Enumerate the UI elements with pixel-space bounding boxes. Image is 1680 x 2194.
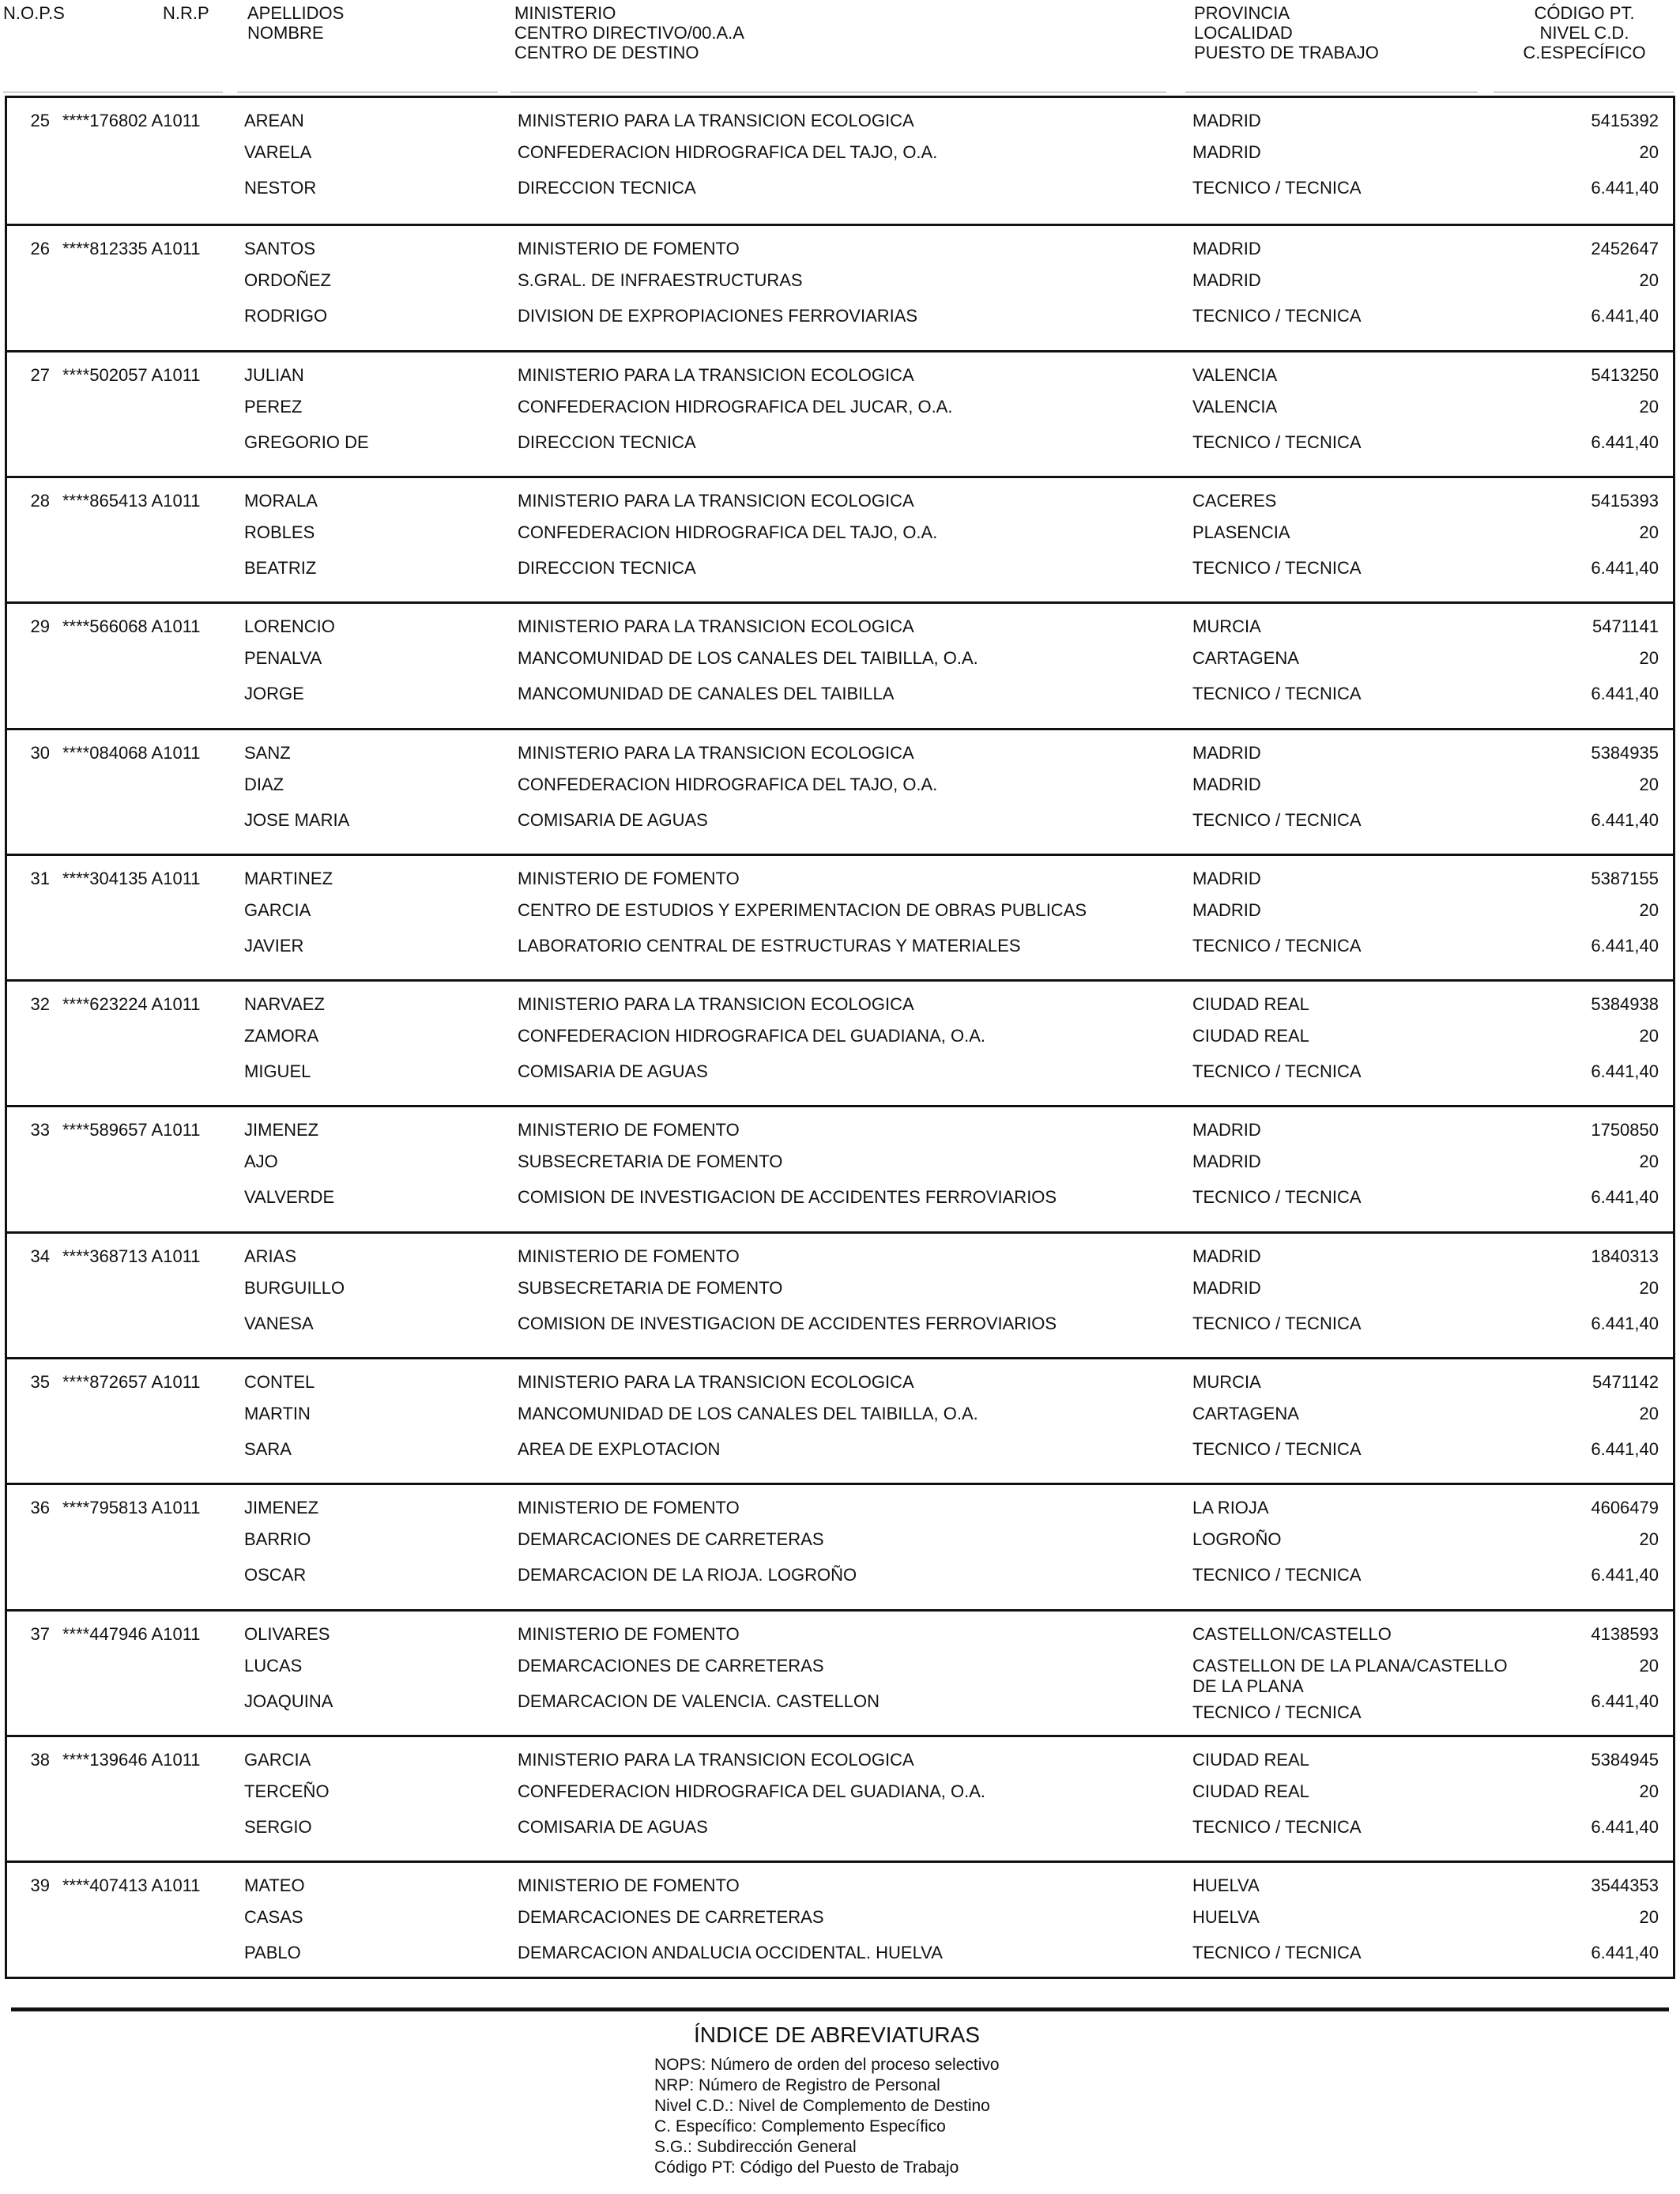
record-centro-directivo: MANCOMUNIDAD DE LOS CANALES DEL TAIBILLA, O.A. <box>518 648 978 668</box>
record-puesto: TECNICO / TECNICA <box>1192 1817 1362 1837</box>
record-complemento-especifico: 6.441,40 <box>1591 1061 1659 1081</box>
record-nivel-cd: 20 <box>1639 648 1659 668</box>
record-apellido-1: MARTINEZ <box>244 869 333 888</box>
record-ministerio: MINISTERIO PARA LA TRANSICION ECOLOGICA <box>518 994 914 1014</box>
record-provincia: CASTELLON/CASTELLO <box>1192 1624 1392 1644</box>
abbreviations-title: ÍNDICE DE ABREVIATURAS <box>694 2022 981 2047</box>
record-ministerio: MINISTERIO PARA LA TRANSICION ECOLOGICA <box>518 1750 914 1770</box>
record-puesto: TECNICO / TECNICA <box>1192 306 1362 326</box>
record-puesto: TECNICO / TECNICA <box>1192 432 1362 452</box>
record-nrp: ****407413 A1011 <box>62 1875 201 1895</box>
record-apellido-2: ZAMORA <box>244 1026 319 1046</box>
record-apellido-2: ORDOÑEZ <box>244 270 331 290</box>
record-nivel-cd: 20 <box>1639 1529 1659 1549</box>
record-nrp: ****447946 A1011 <box>62 1624 201 1644</box>
record-apellido-2: LUCAS <box>244 1656 303 1676</box>
record-centro-destino: DEMARCACION DE VALENCIA. CASTELLON <box>518 1691 880 1711</box>
record-centro-destino: DIRECCION TECNICA <box>518 432 696 452</box>
record-block <box>7 98 1673 224</box>
record-nrp: ****139646 A1011 <box>62 1750 201 1770</box>
record-localidad: MADRID <box>1192 1278 1261 1298</box>
header-line: APELLIDOS <box>247 3 345 23</box>
header-codigo <box>1505 3 1663 62</box>
record-centro-directivo: S.GRAL. DE INFRAESTRUCTURAS <box>518 270 803 290</box>
record-puesto: TECNICO / TECNICA <box>1192 558 1362 578</box>
record-localidad: MADRID <box>1192 142 1261 162</box>
record-complemento-especifico: 6.441,40 <box>1591 1817 1659 1837</box>
record-nops: 25 <box>30 111 50 130</box>
record-provincia: MURCIA <box>1192 1372 1261 1392</box>
record-apellido-2: CASAS <box>244 1907 303 1927</box>
record-localidad: CARTAGENA <box>1192 1404 1299 1423</box>
record-nops: 36 <box>30 1498 50 1517</box>
record-nivel-cd: 20 <box>1639 1026 1659 1046</box>
record-nombre: BEATRIZ <box>244 558 317 578</box>
record-apellido-2: GARCIA <box>244 900 311 920</box>
record-apellido-1: JIMENEZ <box>244 1120 319 1140</box>
header-line: N.R.P <box>163 3 209 23</box>
record-nivel-cd: 20 <box>1639 1278 1659 1298</box>
record-codigo-pt: 5384935 <box>1591 743 1659 763</box>
record-nops: 31 <box>30 869 50 888</box>
record-complemento-especifico: 6.441,40 <box>1591 1439 1659 1459</box>
record-block <box>7 601 1673 729</box>
record-nombre: JAVIER <box>244 936 304 956</box>
record-nivel-cd: 20 <box>1639 900 1659 920</box>
record-nivel-cd: 20 <box>1639 1781 1659 1801</box>
abbreviation-item: NOPS: Número de orden del proceso selectivo <box>654 2056 1000 2074</box>
record-localidad: PLASENCIA <box>1192 522 1290 542</box>
header-line: LOCALIDAD <box>1194 23 1293 43</box>
record-provincia: CIUDAD REAL <box>1192 1750 1309 1770</box>
record-block <box>7 1231 1673 1359</box>
record-codigo-pt: 3544353 <box>1591 1875 1659 1895</box>
record-localidad: MADRID <box>1192 775 1261 794</box>
header-line: CENTRO DIRECTIVO/00.A.A <box>514 23 744 43</box>
record-localidad: MADRID <box>1192 270 1261 290</box>
record-centro-directivo: DEMARCACIONES DE CARRETERAS <box>518 1529 824 1549</box>
record-apellido-2: VARELA <box>244 142 312 162</box>
record-ministerio: MINISTERIO DE FOMENTO <box>518 869 740 888</box>
record-centro-directivo: CONFEDERACION HIDROGRAFICA DEL TAJO, O.A. <box>518 142 938 162</box>
records-table <box>5 96 1675 1979</box>
record-provincia: LA RIOJA <box>1192 1498 1269 1517</box>
record-block <box>7 979 1673 1107</box>
record-puesto: TECNICO / TECNICA <box>1192 178 1362 198</box>
record-nops: 29 <box>30 616 50 636</box>
footer-rule <box>11 2007 1669 2011</box>
record-nrp: ****795813 A1011 <box>62 1498 201 1517</box>
record-localidad: CASTELLON DE LA PLANA/CASTELLO DE LA PLANA <box>1192 1656 1508 1696</box>
record-nombre: PABLO <box>244 1943 301 1962</box>
record-apellido-2: PEREZ <box>244 397 303 417</box>
record-ministerio: MINISTERIO DE FOMENTO <box>518 1875 740 1895</box>
record-block <box>7 728 1673 856</box>
record-centro-directivo: CONFEDERACION HIDROGRAFICA DEL JUCAR, O.A. <box>518 397 953 417</box>
record-ministerio: MINISTERIO PARA LA TRANSICION ECOLOGICA <box>518 743 914 763</box>
record-nivel-cd: 20 <box>1639 1656 1659 1676</box>
record-block <box>7 476 1673 604</box>
record-codigo-pt: 5387155 <box>1591 869 1659 888</box>
record-nops: 35 <box>30 1372 50 1392</box>
record-nrp: ****623224 A1011 <box>62 994 201 1014</box>
abbreviations-list <box>654 2055 1000 2178</box>
record-codigo-pt: 5413250 <box>1591 365 1659 385</box>
record-codigo-pt: 5415393 <box>1591 491 1659 511</box>
record-nivel-cd: 20 <box>1639 397 1659 417</box>
record-centro-directivo: CONFEDERACION HIDROGRAFICA DEL TAJO, O.A. <box>518 522 938 542</box>
record-nops: 30 <box>30 743 50 763</box>
record-localidad: CIUDAD REAL <box>1192 1781 1309 1801</box>
record-codigo-pt: 5471141 <box>1591 616 1659 636</box>
record-puesto: TECNICO / TECNICA <box>1192 1061 1362 1081</box>
record-codigo-pt: 5471142 <box>1591 1372 1659 1392</box>
header-line: PROVINCIA <box>1194 3 1290 23</box>
record-apellido-1: SANZ <box>244 743 291 763</box>
record-complemento-especifico: 6.441,40 <box>1591 1187 1659 1207</box>
record-ministerio: MINISTERIO PARA LA TRANSICION ECOLOGICA <box>518 365 914 385</box>
record-centro-directivo: DEMARCACIONES DE CARRETERAS <box>518 1656 824 1676</box>
record-nivel-cd: 20 <box>1639 1152 1659 1171</box>
record-apellido-2: PENALVA <box>244 648 322 668</box>
record-codigo-pt: 1750850 <box>1591 1120 1659 1140</box>
record-block <box>7 1609 1673 1737</box>
record-nops: 32 <box>30 994 50 1014</box>
record-complemento-especifico: 6.441,40 <box>1591 432 1659 452</box>
record-nombre: JOAQUINA <box>244 1691 333 1711</box>
record-nivel-cd: 20 <box>1639 1907 1659 1927</box>
record-ministerio: MINISTERIO DE FOMENTO <box>518 1624 740 1644</box>
record-ministerio: MINISTERIO DE FOMENTO <box>518 239 740 258</box>
record-nrp: ****865413 A1011 <box>62 491 201 511</box>
record-centro-destino: COMISARIA DE AGUAS <box>518 1817 708 1837</box>
record-provincia: MADRID <box>1192 1246 1261 1266</box>
record-provincia: HUELVA <box>1192 1875 1260 1895</box>
record-nrp: ****812335 A1011 <box>62 239 201 258</box>
record-block <box>7 1735 1673 1863</box>
record-puesto: TECNICO / TECNICA <box>1192 1314 1362 1333</box>
record-nivel-cd: 20 <box>1639 1404 1659 1423</box>
header-line: MINISTERIO <box>514 3 616 23</box>
record-complemento-especifico: 6.441,40 <box>1591 178 1659 198</box>
record-centro-directivo: SUBSECRETARIA DE FOMENTO <box>518 1278 783 1298</box>
record-apellido-2: BARRIO <box>244 1529 311 1549</box>
record-nivel-cd: 20 <box>1639 270 1659 290</box>
record-apellido-1: JULIAN <box>244 365 304 385</box>
record-block <box>7 1860 1673 1989</box>
record-centro-destino: DIRECCION TECNICA <box>518 558 696 578</box>
record-nombre: RODRIGO <box>244 306 328 326</box>
record-nops: 28 <box>30 491 50 511</box>
abbreviation-item: Código PT: Código del Puesto de Trabajo <box>654 2158 959 2177</box>
record-nivel-cd: 20 <box>1639 142 1659 162</box>
record-codigo-pt: 4138593 <box>1591 1624 1659 1644</box>
record-apellido-1: LORENCIO <box>244 616 335 636</box>
record-apellido-2: DIAZ <box>244 775 284 794</box>
record-block <box>7 224 1673 352</box>
record-puesto: TECNICO / TECNICA <box>1192 1439 1362 1459</box>
header-line: CENTRO DE DESTINO <box>514 43 699 62</box>
record-apellido-1: GARCIA <box>244 1750 311 1770</box>
record-puesto: TECNICO / TECNICA <box>1192 810 1362 830</box>
record-centro-directivo: CONFEDERACION HIDROGRAFICA DEL TAJO, O.A. <box>518 775 938 794</box>
record-ministerio: MINISTERIO PARA LA TRANSICION ECOLOGICA <box>518 616 914 636</box>
record-centro-destino: AREA DE EXPLOTACION <box>518 1439 721 1459</box>
record-apellido-1: NARVAEZ <box>244 994 325 1014</box>
header-line: PUESTO DE TRABAJO <box>1194 43 1379 62</box>
record-ministerio: MINISTERIO PARA LA TRANSICION ECOLOGICA <box>518 111 914 130</box>
record-complemento-especifico: 6.441,40 <box>1591 558 1659 578</box>
record-apellido-1: ARIAS <box>244 1246 297 1266</box>
record-nrp: ****084068 A1011 <box>62 743 201 763</box>
record-localidad: VALENCIA <box>1192 397 1278 417</box>
record-apellido-2: ROBLES <box>244 522 315 542</box>
record-centro-destino: LABORATORIO CENTRAL DE ESTRUCTURAS Y MATERIALES <box>518 936 1021 956</box>
record-block <box>7 1483 1673 1611</box>
record-centro-destino: MANCOMUNIDAD DE CANALES DEL TAIBILLA <box>518 684 895 703</box>
record-puesto: TECNICO / TECNICA <box>1192 1565 1362 1585</box>
record-apellido-1: AREAN <box>244 111 304 130</box>
record-centro-destino: COMISARIA DE AGUAS <box>518 810 708 830</box>
header-line: NOMBRE <box>247 23 324 43</box>
header-apellidos-nombre <box>247 3 344 43</box>
record-centro-destino: COMISION DE INVESTIGACION DE ACCIDENTES FERROVIARIOS <box>518 1314 1057 1333</box>
record-nrp: ****502057 A1011 <box>62 365 201 385</box>
record-block <box>7 350 1673 478</box>
record-nrp: ****176802 A1011 <box>62 111 201 130</box>
record-nops: 38 <box>30 1750 50 1770</box>
record-apellido-1: MATEO <box>244 1875 305 1895</box>
record-nombre: SARA <box>244 1439 292 1459</box>
record-block <box>7 1105 1673 1233</box>
record-puesto: TECNICO / TECNICA <box>1192 684 1362 703</box>
abbreviation-item: NRP: Número de Registro de Personal <box>654 2076 940 2094</box>
abbreviation-item: C. Específico: Complemento Específico <box>654 2117 946 2136</box>
record-centro-destino: COMISION DE INVESTIGACION DE ACCIDENTES FERROVIARIOS <box>518 1187 1057 1207</box>
record-complemento-especifico: 6.441,40 <box>1591 1565 1659 1585</box>
record-provincia: CACERES <box>1192 491 1277 511</box>
record-apellido-1: SANTOS <box>244 239 316 258</box>
record-nombre: OSCAR <box>244 1565 307 1585</box>
record-puesto: TECNICO / TECNICA <box>1192 1943 1362 1962</box>
record-nops: 33 <box>30 1120 50 1140</box>
record-nivel-cd: 20 <box>1639 522 1659 542</box>
record-provincia: MADRID <box>1192 869 1261 888</box>
record-ministerio: MINISTERIO PARA LA TRANSICION ECOLOGICA <box>518 1372 914 1392</box>
header-line: C.ESPECÍFICO <box>1523 43 1646 62</box>
record-nops: 27 <box>30 365 50 385</box>
record-nrp: ****566068 A1011 <box>62 616 201 636</box>
record-localidad: MADRID <box>1192 900 1261 920</box>
record-complemento-especifico: 6.441,40 <box>1591 306 1659 326</box>
record-provincia: CIUDAD REAL <box>1192 994 1309 1014</box>
record-nombre: JORGE <box>244 684 304 703</box>
record-apellido-1: MORALA <box>244 491 318 511</box>
header-nrp <box>163 3 209 23</box>
record-codigo-pt: 5384945 <box>1591 1750 1659 1770</box>
record-centro-destino: COMISARIA DE AGUAS <box>518 1061 708 1081</box>
record-centro-directivo: CONFEDERACION HIDROGRAFICA DEL GUADIANA, O.A. <box>518 1026 986 1046</box>
record-localidad: MADRID <box>1192 1152 1261 1171</box>
record-codigo-pt: 5415392 <box>1591 111 1659 130</box>
record-nombre: MIGUEL <box>244 1061 311 1081</box>
record-ministerio: MINISTERIO PARA LA TRANSICION ECOLOGICA <box>518 491 914 511</box>
record-complemento-especifico: 6.441,40 <box>1591 936 1659 956</box>
record-nrp: ****304135 A1011 <box>62 869 201 888</box>
record-codigo-pt: 4606479 <box>1591 1498 1659 1517</box>
header-line: NIVEL C.D. <box>1539 23 1629 43</box>
record-codigo-pt: 5384938 <box>1591 994 1659 1014</box>
record-nombre: GREGORIO DE <box>244 432 369 452</box>
record-localidad: LOGROÑO <box>1192 1529 1282 1549</box>
record-complemento-especifico: 6.441,40 <box>1591 684 1659 703</box>
record-complemento-especifico: 6.441,40 <box>1591 1943 1659 1962</box>
record-provincia: MURCIA <box>1192 616 1261 636</box>
record-apellido-1: JIMENEZ <box>244 1498 319 1517</box>
record-nombre: SERGIO <box>244 1817 312 1837</box>
record-ministerio: MINISTERIO DE FOMENTO <box>518 1120 740 1140</box>
record-complemento-especifico: 6.441,40 <box>1591 810 1659 830</box>
abbreviation-item: Nivel C.D.: Nivel de Complemento de Destino <box>654 2097 990 2115</box>
record-complemento-especifico: 6.441,40 <box>1591 1691 1659 1711</box>
record-nops: 26 <box>30 239 50 258</box>
record-block <box>7 854 1673 982</box>
abbreviation-item: S.G.: Subdirección General <box>654 2138 857 2156</box>
record-nombre: VALVERDE <box>244 1187 335 1207</box>
record-ministerio: MINISTERIO DE FOMENTO <box>518 1498 740 1517</box>
record-centro-directivo: SUBSECRETARIA DE FOMENTO <box>518 1152 783 1171</box>
record-ministerio: MINISTERIO DE FOMENTO <box>518 1246 740 1266</box>
record-nops: 39 <box>30 1875 50 1895</box>
record-nivel-cd: 20 <box>1639 775 1659 794</box>
record-provincia: MADRID <box>1192 239 1261 258</box>
record-localidad: HUELVA <box>1192 1907 1260 1927</box>
record-nombre: NESTOR <box>244 178 317 198</box>
record-nops: 37 <box>30 1624 50 1644</box>
record-nops: 34 <box>30 1246 50 1266</box>
record-apellido-2: TERCEÑO <box>244 1781 330 1801</box>
record-complemento-especifico: 6.441,40 <box>1591 1314 1659 1333</box>
record-localidad: CIUDAD REAL <box>1192 1026 1309 1046</box>
header-ministerio <box>514 3 744 62</box>
record-puesto: TECNICO / TECNICA <box>1192 936 1362 956</box>
record-apellido-1: CONTEL <box>244 1372 315 1392</box>
record-provincia: MADRID <box>1192 743 1261 763</box>
record-centro-destino: DIVISION DE EXPROPIACIONES FERROVIARIAS <box>518 306 918 326</box>
record-nrp: ****589657 A1011 <box>62 1120 201 1140</box>
record-nombre: JOSE MARIA <box>244 810 350 830</box>
record-apellido-1: OLIVARES <box>244 1624 330 1644</box>
record-centro-destino: DEMARCACION DE LA RIOJA. LOGROÑO <box>518 1565 857 1585</box>
record-nombre: VANESA <box>244 1314 314 1333</box>
record-centro-directivo: MANCOMUNIDAD DE LOS CANALES DEL TAIBILLA, O.A. <box>518 1404 978 1423</box>
record-apellido-2: BURGUILLO <box>244 1278 345 1298</box>
record-codigo-pt: 1840313 <box>1591 1246 1659 1266</box>
record-provincia: MADRID <box>1192 1120 1261 1140</box>
record-puesto: TECNICO / TECNICA <box>1192 1702 1362 1722</box>
header-nops <box>3 3 65 23</box>
record-apellido-2: AJO <box>244 1152 278 1171</box>
record-centro-destino: DIRECCION TECNICA <box>518 178 696 198</box>
record-centro-directivo: DEMARCACIONES DE CARRETERAS <box>518 1907 824 1927</box>
record-centro-directivo: CONFEDERACION HIDROGRAFICA DEL GUADIANA, O.A. <box>518 1781 986 1801</box>
header-line: N.O.P.S <box>3 3 65 23</box>
record-centro-destino: DEMARCACION ANDALUCIA OCCIDENTAL. HUELVA <box>518 1943 943 1962</box>
header-line: CÓDIGO PT. <box>1534 3 1635 23</box>
record-nrp: ****368713 A1011 <box>62 1246 201 1266</box>
record-puesto: TECNICO / TECNICA <box>1192 1187 1362 1207</box>
record-nrp: ****872657 A1011 <box>62 1372 201 1392</box>
record-apellido-2: MARTIN <box>244 1404 311 1423</box>
record-centro-directivo: CENTRO DE ESTUDIOS Y EXPERIMENTACION DE OBRAS PUBLICAS <box>518 900 1087 920</box>
record-codigo-pt: 2452647 <box>1591 239 1659 258</box>
record-provincia: VALENCIA <box>1192 365 1278 385</box>
header-provincia <box>1194 3 1379 62</box>
record-block <box>7 1357 1673 1485</box>
record-provincia: MADRID <box>1192 111 1261 130</box>
record-localidad: CARTAGENA <box>1192 648 1299 668</box>
